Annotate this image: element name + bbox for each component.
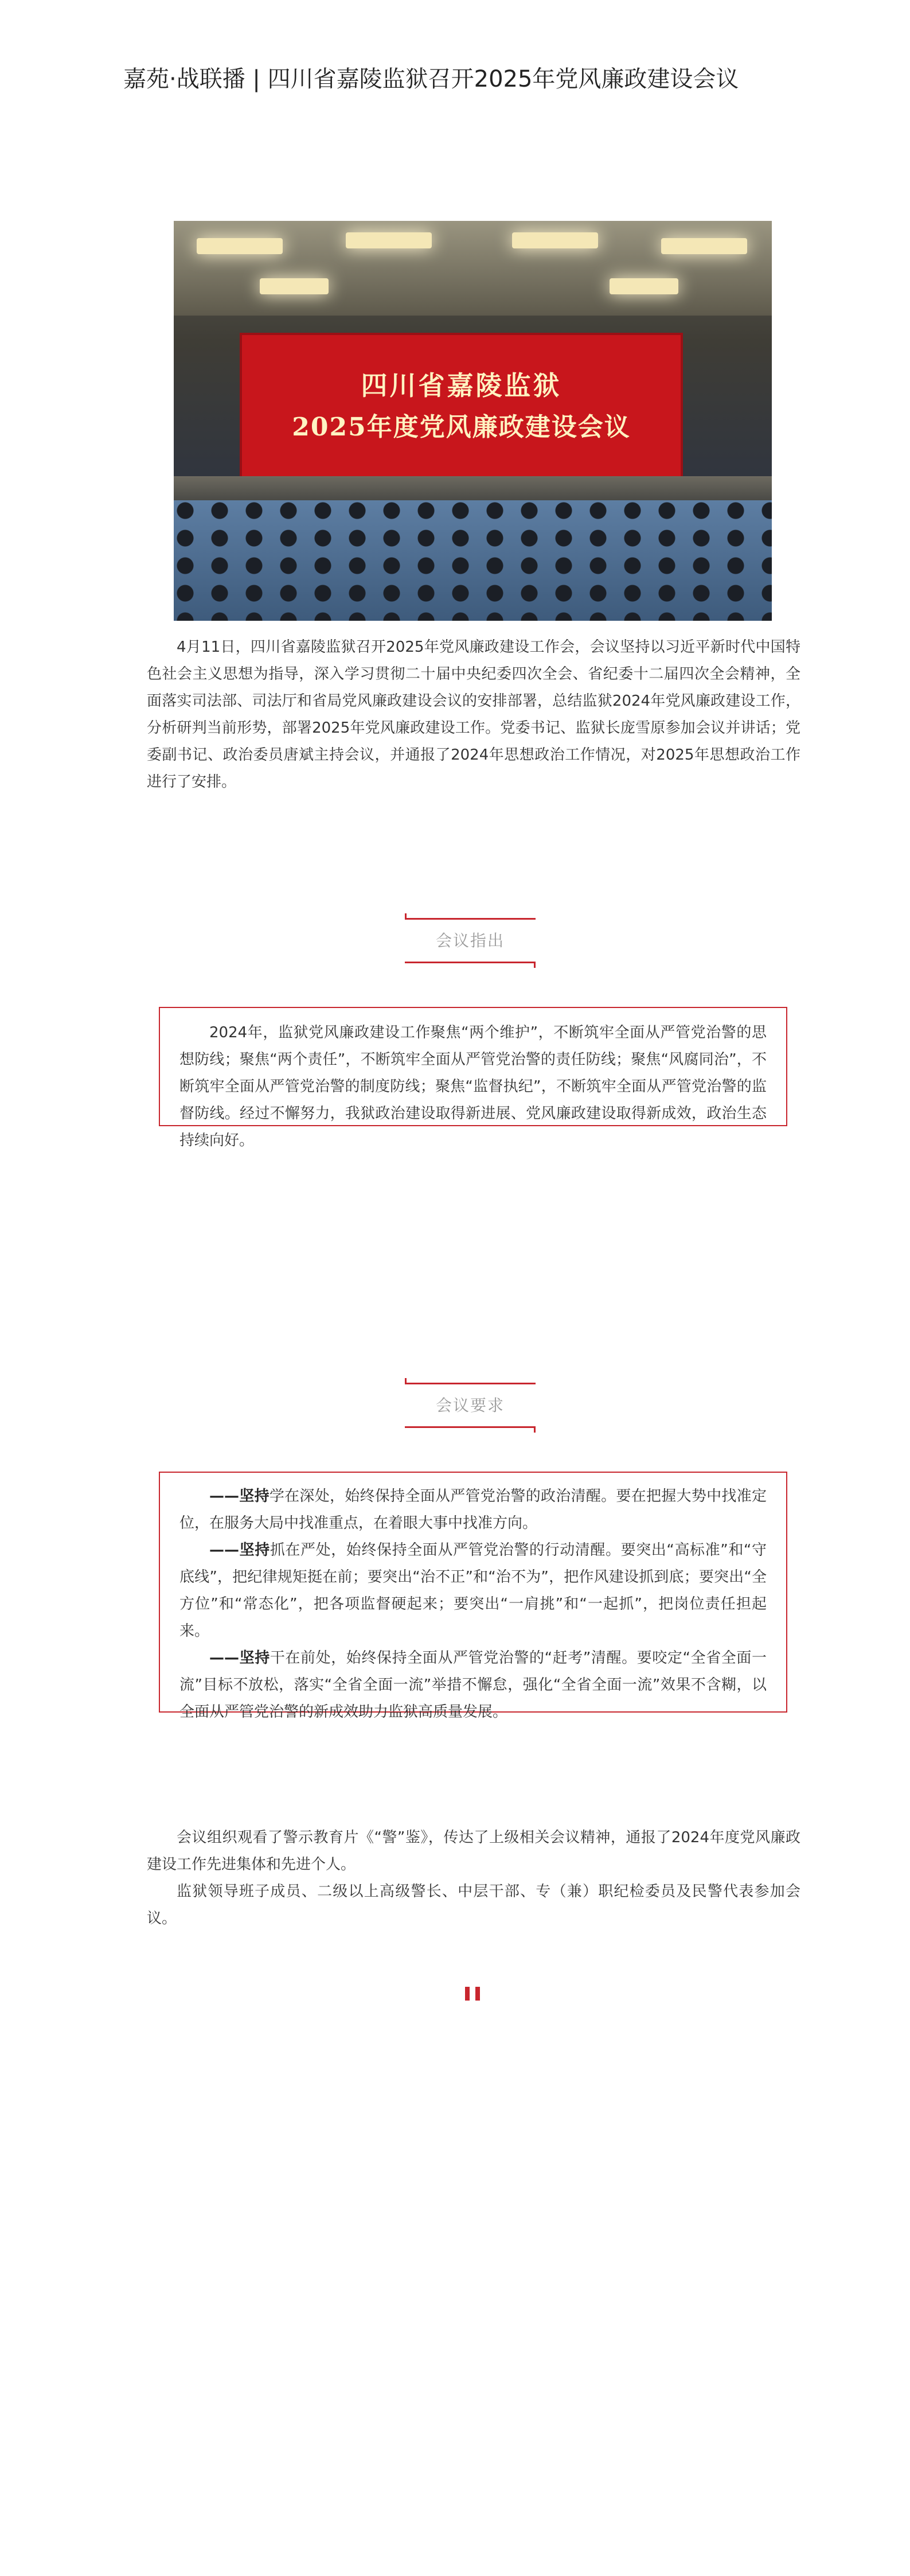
closing-paragraph-2: 监狱领导班子成员、二级以上高级警长、中层干部、专（兼）职纪检委员及民警代表参加会议。	[147, 1883, 800, 1927]
ceiling-light	[346, 232, 432, 248]
closing-paragraph-1: 会议组织观看了警示教育片《“警”鉴》，传达了上级相关会议精神，通报了2024年度党风廉政建设工作先进集体和先进个人。	[147, 1829, 800, 1873]
requirement-item	[179, 1483, 767, 1537]
section-heading-label: 会议指出	[435, 931, 505, 950]
meeting-requirements-box	[159, 1472, 787, 1721]
audience	[174, 500, 772, 621]
requirement-lead: ——坚持	[209, 1649, 270, 1667]
requirement-text: 学在深处，始终保持全面从严管党治警的政治清醒。要在把握大势中找准定位，在服务大局中找准重点，在着眼大事中找准方向。	[179, 1488, 767, 1532]
ceiling-light	[197, 238, 283, 254]
heading-corner	[534, 1426, 536, 1433]
end-mark-right	[475, 1987, 480, 2001]
rostrum	[174, 476, 772, 500]
heading-corner	[405, 913, 407, 920]
heading-bottom-border	[405, 962, 536, 963]
requirement-text: 干在前处，始终保持全面从严管党治警的“赶考”清醒。要咬定“全省全面一流”目标不放松，落实“全省全面一流”举措不懈怠，强化“全省全面一流”效果不含糊，以全面从严管党治警的新成效助力监狱高质量发展。	[179, 1649, 767, 1721]
meeting-pointed-out-text: 2024年，监狱党风廉政建设工作聚焦“两个维护”，不断筑牢全面从严管党治警的思想防线；聚焦“两个责任”，不断筑牢全面从严管党治警的责任防线；聚焦“风腐同治”，不断筑牢全面从严管党治警的制度防线；聚焦“监督执纪”，不断筑牢全面从严管党治警的监督防线。经过不懈努力，我狱政治建设取得新进展、党风廉政建设取得新成效，政治生态持续向好。	[179, 1024, 767, 1149]
heading-top-border	[405, 1383, 536, 1384]
intro-paragraph: 4月11日，四川省嘉陵监狱召开2025年党风廉政建设工作会，会议坚持以习近平新时代中国特色社会主义思想为指导，深入学习贯彻二十届中央纪委四次全会、省纪委十二届四次全会精神，全面落实司法部、司法厅和省局党风廉政建设会议的安排部署，总结监狱2024年党风廉政建设工作，分析研判当前形势，部署2025年党风廉政建设工作。党委书记、监狱长庞雪原参加会议并讲话；党委副书记、政治委员唐斌主持会议，并通报了2024年思想政治工作情况，对2025年思想政治工作进行了安排。	[147, 639, 800, 791]
screen-title-line1: 四川省嘉陵监狱	[361, 370, 562, 401]
stage-screen	[240, 333, 683, 481]
ceiling	[174, 221, 772, 316]
section-heading-meeting-requirements	[405, 1383, 536, 1429]
ceiling-light	[512, 232, 598, 248]
end-mark-left	[465, 1987, 470, 2001]
requirement-lead: ——坚持	[209, 1488, 270, 1505]
heading-corner	[405, 1378, 407, 1384]
heading-bottom-border	[405, 1426, 536, 1428]
heading-top-border	[405, 918, 536, 920]
section-heading-meeting-pointed-out	[405, 918, 536, 964]
section-heading-label: 会议要求	[435, 1396, 505, 1415]
requirement-item	[179, 1645, 767, 1726]
screen-title-line2: 2025年度党风廉政建设会议	[292, 413, 631, 442]
meeting-pointed-out-box	[159, 1007, 787, 1149]
meeting-photo	[174, 221, 772, 621]
requirement-item	[179, 1537, 767, 1645]
requirement-lead: ——坚持	[209, 1542, 270, 1559]
heading-corner	[534, 962, 536, 968]
ceiling-light	[661, 238, 747, 254]
ceiling-light	[610, 278, 678, 294]
requirement-text: 抓在严处，始终保持全面从严管党治警的行动清醒。要突出“高标准”和“守底线”，把纪律规矩挺在前；要突出“治不正”和“治不为”，把作风建设抓到底；要突出“全方位”和“常态化”，把各项监督硬起来；要突出“一肩挑”和“一起抓”，把岗位责任担起来。	[179, 1542, 767, 1640]
ceiling-light	[260, 278, 329, 294]
article-title: 嘉苑·战联播 | 四川省嘉陵监狱召开2025年党风廉政建设会议	[123, 66, 739, 92]
